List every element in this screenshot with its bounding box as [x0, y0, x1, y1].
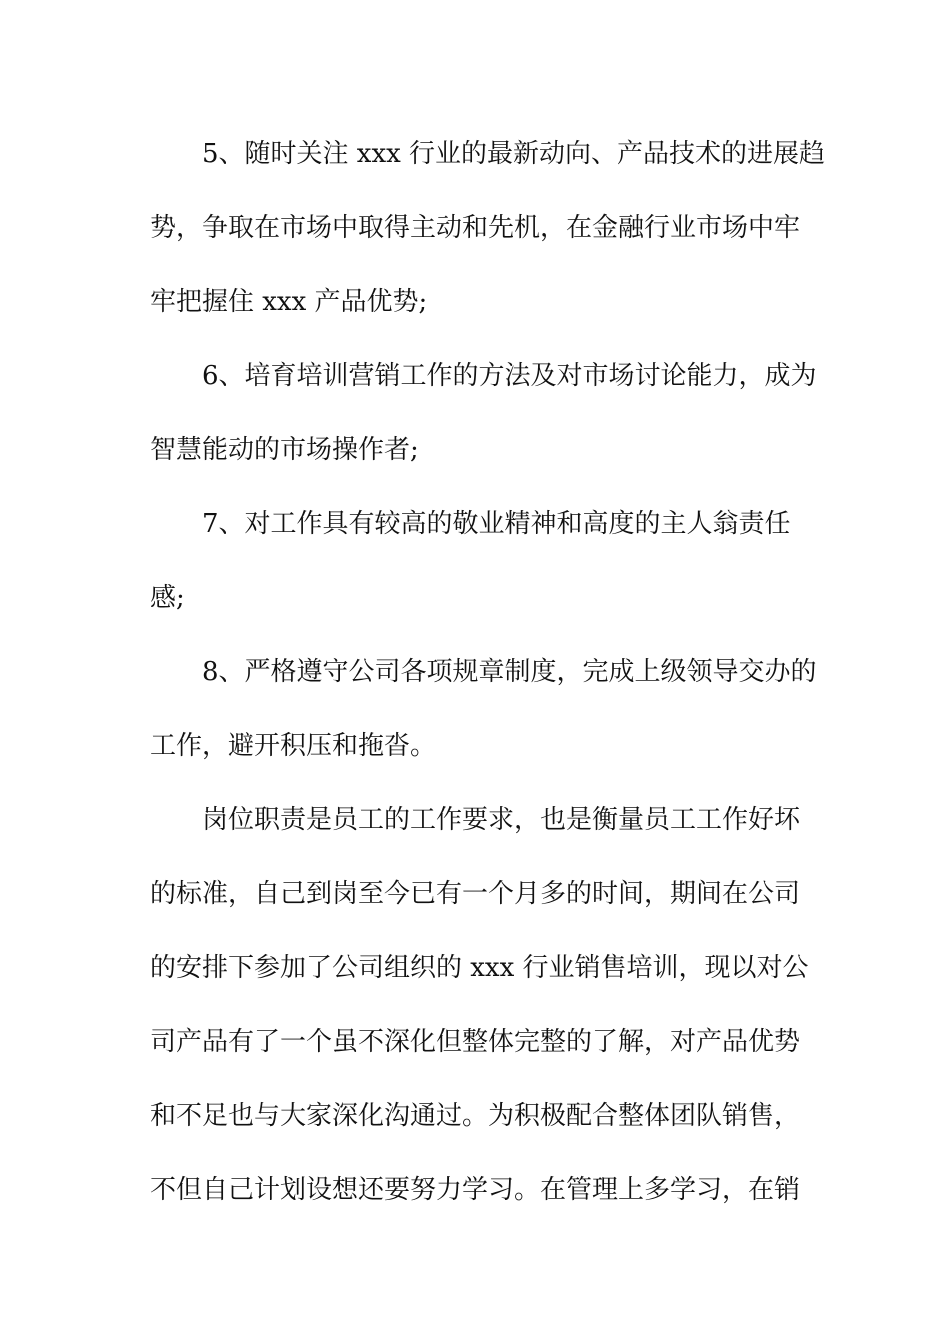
text-line: 7、对工作具有较高的敬业精神和高度的主人翁责任: [202, 509, 791, 539]
text-line: 司产品有了一个虽不深化但整体完整的了解，对产品优势: [150, 1027, 801, 1057]
text-line: 工作，避开积压和拖沓。: [150, 731, 437, 761]
text-line: 的标准，自己到岗至今已有一个月多的时间，期间在公司: [150, 879, 801, 909]
text-line: 智慧能动的市场操作者;: [150, 435, 419, 465]
text-line: 的安排下参加了公司组织的 xxx 行业销售培训，现以对公: [150, 953, 809, 983]
text-line: 感;: [150, 583, 185, 613]
text-line: 5、随时关注 xxx 行业的最新动向、产品技术的进展趋: [202, 139, 826, 169]
text-line: 牢把握住 xxx 产品优势;: [150, 287, 428, 317]
text-line: 6、培育培训营销工作的方法及对市场讨论能力，成为: [202, 361, 817, 391]
text-line: 岗位职责是员工的工作要求，也是衡量员工工作好坏: [202, 805, 801, 835]
text-line: 不但自己计划设想还要努力学习。在管理上多学习，在销: [150, 1175, 801, 1205]
text-line: 8、严格遵守公司各项规章制度，完成上级领导交办的: [202, 657, 817, 687]
text-line: 和不足也与大家深化沟通过。为积极配合整体团队销售，: [150, 1101, 801, 1131]
text-line: 势，争取在市场中取得主动和先机，在金融行业市场中牢: [150, 213, 801, 243]
